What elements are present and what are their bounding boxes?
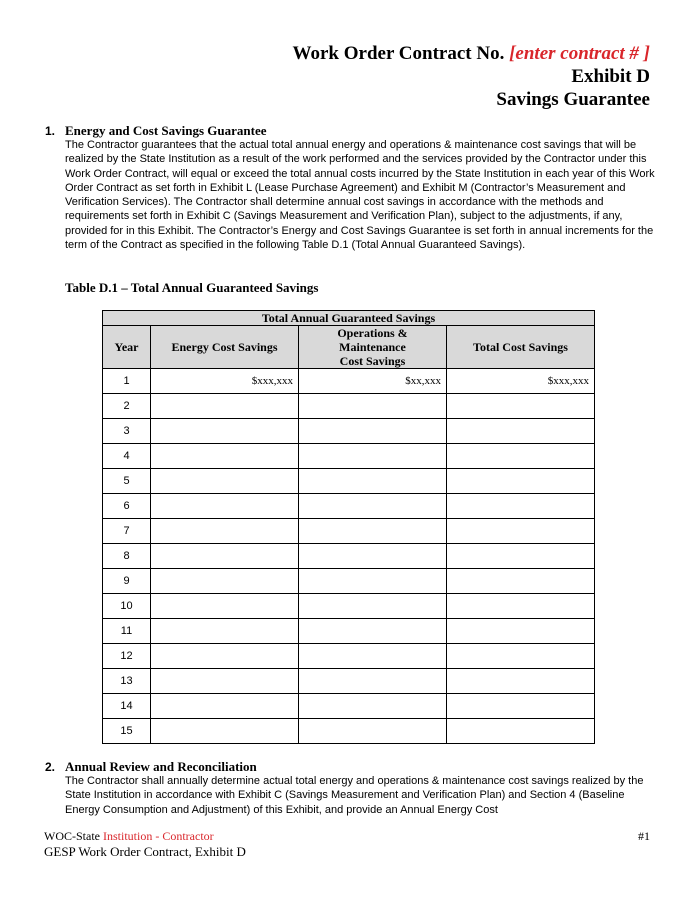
table-row xyxy=(103,594,595,619)
section-2-heading: Annual Review and Reconciliation xyxy=(65,759,257,774)
year-cell[interactable]: 5 xyxy=(103,469,151,494)
contract-prefix: Work Order Contract No. xyxy=(292,43,505,64)
year-cell[interactable]: 6 xyxy=(103,494,151,519)
total-cell[interactable] xyxy=(447,544,595,569)
section-2-body: The Contractor shall annually determine actual total energy and operations & maintenance cost savings realized by the State Institution in accordance with Exhibit C (Savings Measurement and Verification Plan) and Section 4 (Baseline Energy Consumption and Adjustment) of this Exhibit, and provide an Annual Energy Cost xyxy=(65,775,644,816)
section-1-heading: Energy and Cost Savings Guarantee xyxy=(65,123,267,138)
total-cell[interactable] xyxy=(447,494,595,519)
energy-cell[interactable] xyxy=(151,694,299,719)
om-cell[interactable] xyxy=(299,644,447,669)
contract-number-placeholder[interactable]: [enter contract # ] xyxy=(509,43,650,64)
table-row xyxy=(103,694,595,719)
energy-cell[interactable]: $xxx,xxx xyxy=(151,369,299,394)
total-cell[interactable] xyxy=(447,619,595,644)
om-cell[interactable] xyxy=(299,694,447,719)
table-row xyxy=(103,394,595,419)
energy-cell[interactable] xyxy=(151,644,299,669)
energy-cell[interactable] xyxy=(151,719,299,744)
year-cell[interactable]: 10 xyxy=(103,594,151,619)
energy-cell[interactable] xyxy=(151,419,299,444)
total-cell[interactable] xyxy=(447,469,595,494)
table-row xyxy=(103,444,595,469)
total-cell[interactable] xyxy=(447,394,595,419)
total-cell[interactable] xyxy=(447,694,595,719)
year-cell[interactable]: 2 xyxy=(103,394,151,419)
om-cell[interactable] xyxy=(299,494,447,519)
table-row xyxy=(103,519,595,544)
section-1-number: 1. xyxy=(45,124,56,138)
total-cell[interactable] xyxy=(447,444,595,469)
om-cell[interactable] xyxy=(299,619,447,644)
year-cell[interactable]: 13 xyxy=(103,669,151,694)
col-header-total: Total Cost Savings xyxy=(447,326,595,369)
page-number: #1 xyxy=(638,829,650,843)
table-title: Total Annual Guaranteed Savings xyxy=(103,311,595,326)
page-subtitle: Savings Guarantee xyxy=(496,89,650,110)
table-row xyxy=(103,369,595,394)
energy-cell[interactable] xyxy=(151,444,299,469)
col-header-om: Operations & Maintenance Cost Savings xyxy=(299,326,447,369)
total-cell[interactable] xyxy=(447,519,595,544)
section-1-body: The Contractor guarantees that the actual total annual energy and operations & maintenance cost savings that will be realized by the State Institution as a result of the work performed and the services provided by the Contractor under this Work Order Contract, will equal or exceed the total annual costs incurred by the State Institution in each year of this Work Order Contract as set forth in Exhibit L (Lease Purchase Agreement) and Exhibit M (Contractor’s Measurement and Verification Services). The Contractor shall determine annual cost savings in accordance with the methods and requirements set forth in Exhibit C (Savings Measurement and Verification Plan), subject to the adjustments, if any, provided for in this Exhibit. The Contractor’s Energy and Cost Savings Guarantee is set forth in annual increments for the term of the Contract as specified in the following Table D.1 (Total Annual Guaranteed Savings). xyxy=(65,139,655,252)
footer-prefix: WOC-State xyxy=(44,829,100,843)
total-cell[interactable] xyxy=(447,719,595,744)
savings-table xyxy=(102,310,595,744)
footer-line-1 xyxy=(44,829,214,844)
energy-cell[interactable] xyxy=(151,394,299,419)
om-cell[interactable] xyxy=(299,594,447,619)
year-cell[interactable]: 11 xyxy=(103,619,151,644)
year-cell[interactable]: 8 xyxy=(103,544,151,569)
table-row xyxy=(103,469,595,494)
total-cell[interactable] xyxy=(447,569,595,594)
total-cell[interactable] xyxy=(447,594,595,619)
table-row xyxy=(103,719,595,744)
om-cell[interactable] xyxy=(299,444,447,469)
energy-cell[interactable] xyxy=(151,519,299,544)
energy-cell[interactable] xyxy=(151,569,299,594)
om-cell[interactable] xyxy=(299,569,447,594)
energy-cell[interactable] xyxy=(151,469,299,494)
om-cell[interactable] xyxy=(299,519,447,544)
table-row xyxy=(103,494,595,519)
om-cell[interactable]: $xx,xxx xyxy=(299,369,447,394)
energy-cell[interactable] xyxy=(151,669,299,694)
year-cell[interactable]: 3 xyxy=(103,419,151,444)
total-cell[interactable]: $xxx,xxx xyxy=(447,369,595,394)
table-row xyxy=(103,569,595,594)
energy-cell[interactable] xyxy=(151,619,299,644)
year-cell[interactable]: 7 xyxy=(103,519,151,544)
col-header-year: Year xyxy=(103,326,151,369)
year-cell[interactable]: 15 xyxy=(103,719,151,744)
total-cell[interactable] xyxy=(447,644,595,669)
year-cell[interactable]: 4 xyxy=(103,444,151,469)
table-row xyxy=(103,669,595,694)
table-row xyxy=(103,544,595,569)
table-row xyxy=(103,419,595,444)
col-header-energy: Energy Cost Savings xyxy=(151,326,299,369)
om-cell[interactable] xyxy=(299,719,447,744)
energy-cell[interactable] xyxy=(151,494,299,519)
om-cell[interactable] xyxy=(299,469,447,494)
section-2-number: 2. xyxy=(45,760,56,774)
table-caption: Table D.1 – Total Annual Guaranteed Savings xyxy=(65,280,319,295)
contract-title xyxy=(293,42,650,66)
footer-line-2: GESP Work Order Contract, Exhibit D xyxy=(44,844,246,859)
energy-cell[interactable] xyxy=(151,594,299,619)
energy-cell[interactable] xyxy=(151,544,299,569)
total-cell[interactable] xyxy=(447,669,595,694)
table-row xyxy=(103,619,595,644)
year-cell[interactable]: 14 xyxy=(103,694,151,719)
year-cell[interactable]: 12 xyxy=(103,644,151,669)
exhibit-title: Exhibit D xyxy=(571,66,650,87)
total-cell[interactable] xyxy=(447,419,595,444)
om-cell[interactable] xyxy=(299,419,447,444)
om-cell[interactable] xyxy=(299,544,447,569)
om-cell[interactable] xyxy=(299,669,447,694)
om-cell[interactable] xyxy=(299,394,447,419)
year-cell[interactable]: 1 xyxy=(103,369,151,394)
table-row xyxy=(103,644,595,669)
footer-party: Institution - Contractor xyxy=(100,829,214,843)
year-cell[interactable]: 9 xyxy=(103,569,151,594)
